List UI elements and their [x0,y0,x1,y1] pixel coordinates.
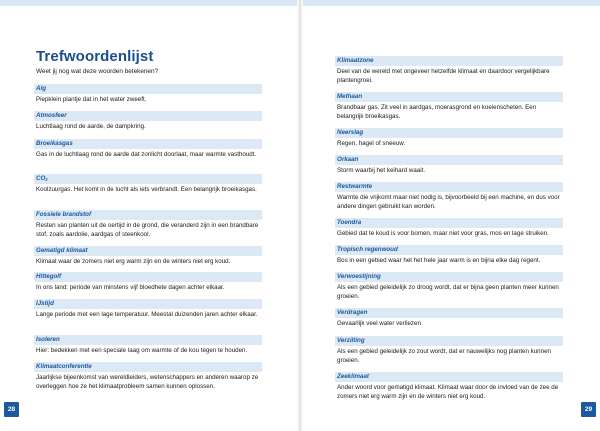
glossary-term: Verdragen [335,308,563,318]
glossary-entry [335,128,563,149]
glossary-definition: Piepklein plantje dat in het water zweeft. [36,96,147,103]
glossary-entry [335,155,563,176]
glossary-definition: Gas in de luchtlaag rond de aarde dat zonlicht doorlaat, maar warmte vasthoudt. [36,151,257,158]
glossary-entry [335,308,563,329]
glossary-entry [335,245,563,266]
page-number: 28 [4,402,19,417]
glossary-definition: Hier: bedekken met een speciale laag om warmte of de kou tegen te houden. [36,347,248,354]
glossary-entry [335,372,563,401]
glossary-term: Hittegolf [34,272,262,282]
glossary-definition: Als een gebied geleidelijk zo zout wordt, dat er nauwelijks nog planten kunnen groeien. [337,348,551,364]
glossary-definition: Warmte die vrijkomt maar niet nodig is, bijvoorbeeld bij een machine, en dus voor andere dingen gebruikt kan worden. [337,194,560,210]
glossary-definition: Deel van de wereld met ongeveer hetzelfde klimaat en daardoor vergelijkbare plantengroei. [337,68,550,84]
glossary-entry [34,272,262,293]
glossary-term: Toendra [335,218,563,228]
page-number: 29 [581,402,596,417]
glossary-entry [335,182,563,211]
glossary-entry [335,218,563,239]
glossary-term: Broeikasgas [34,139,262,149]
glossary-term: Methaan [335,92,563,102]
glossary-entry [34,335,262,356]
glossary-term: Klimaatzone [335,56,563,66]
glossary-definition: Storm waarbij het keihard waait. [337,167,426,174]
glossary-entry [335,56,563,85]
glossary-definition: Gebied dat te koud is voor bomen, maar niet voor gras, mos en lage struiken. [337,230,549,237]
glossary-definition: Bos in een gebied waar het het hele jaar warm is en bijna elke dag regent. [337,257,541,264]
glossary-term: Neerslag [335,128,563,138]
glossary-term: Tropisch regenwoud [335,245,563,255]
glossary-entry [34,174,262,195]
glossary-definition: Jaarlijkse bijeenkomst van wereldleiders, wetenschappers en anderen waarop ze overleggen hoe ze het klimaatprobleem samen kunnen oplossen. [36,374,259,390]
glossary-definition: Klimaat waar de zomers niet erg warm zijn en de winters niet erg koud. [36,258,231,265]
glossary-entry [34,84,262,105]
glossary-entry [335,272,563,301]
glossary-term: IJstijd [34,299,262,309]
glossary-definition: Luchtlaag rond de aarde, de dampkring. [36,123,146,130]
glossary-term: Fossiele brandstof [34,210,262,220]
glossary-term: Verwoestijning [335,272,563,282]
glossary-term: Klimaatconferentie [34,362,262,372]
page-subtitle: Weet jij nog wat deze woorden betekenen? [36,68,159,75]
glossary-term: Restwarmte [335,182,563,192]
glossary-term: Atmosfeer [34,111,262,121]
right-page [300,0,600,431]
glossary-term: Zeeklimaat [335,372,563,382]
glossary-term: Alg [34,84,262,94]
glossary-entry [34,111,262,132]
glossary-entry [335,336,563,365]
glossary-entry [34,299,262,320]
glossary-definition: Regen, hagel of sneeuw. [337,140,406,147]
glossary-definition: Gevaarlijk veel water verliezen [337,320,421,327]
glossary-entry [34,362,262,391]
glossary-entry [34,210,262,239]
glossary-definition: Brandbaar gas. Zit veel in aardgas, moerasgrond en koeienscheten. Een belangrijk broeikasgas. [337,104,537,120]
glossary-definition: Resten van planten uit de oertijd in de grond, die veranderd zijn in een brandbare stof, zoals aardolie, aardgas of steenkool. [36,222,259,238]
glossary-definition: Ander woord voor gematigd klimaat. Klimaat waar door de invloed van de zee de zomers niet erg warm zijn en de winters niet erg koud. [337,384,559,400]
glossary-term-subscript: 2 [45,177,48,182]
glossary-term: Isoleren [34,335,262,345]
glossary-term [34,174,262,184]
page-title: Trefwoordenlijst [36,48,154,65]
glossary-entry [335,92,563,121]
glossary-definition: Koolzuurgas. Het komt in de lucht als iets verbrandt. Een belangrijk broeikasgas. [36,186,257,193]
glossary-term: Orkaan [335,155,563,165]
glossary-definition: In ons land: periode van minstens vijf bloedhete dagen achter elkaar. [36,284,225,291]
glossary-term-text: CO [36,175,46,182]
glossary-entry [34,246,262,267]
glossary-term: Gematigd klimaat [34,246,262,256]
glossary-entry [34,139,262,160]
glossary-definition: Lange periode met een lage temperatuur. Meestal duizenden jaren achter elkaar. [36,311,258,318]
glossary-term: Verzilting [335,336,563,346]
glossary-definition: Als een gebied geleidelijk zo droog wordt, dat er bijna geen planten meer kunnen groeien. [337,284,559,300]
